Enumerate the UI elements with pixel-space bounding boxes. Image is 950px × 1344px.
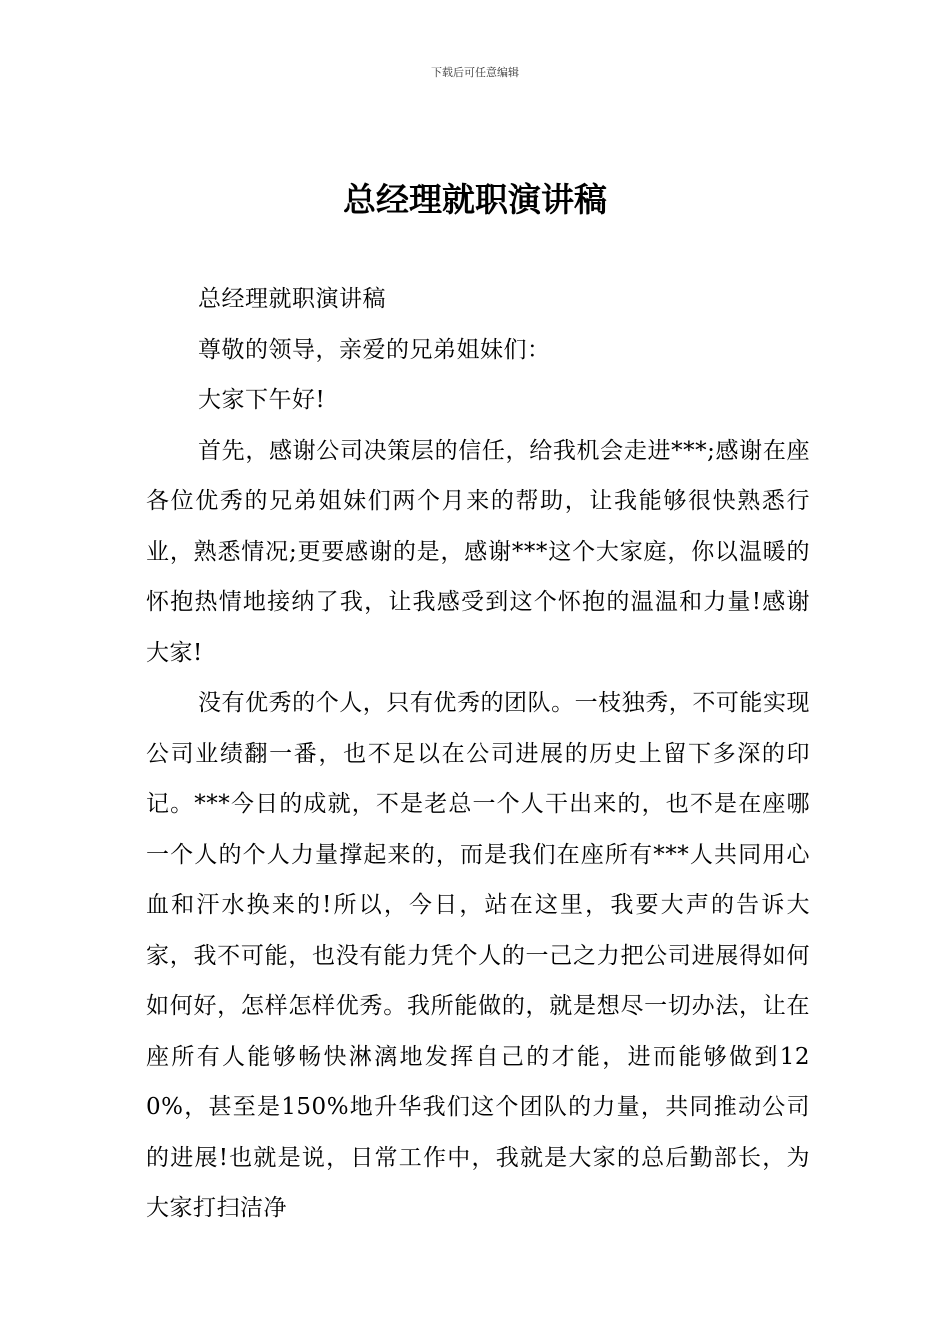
page-header-note: 下载后可任意编辑: [431, 66, 519, 79]
document-body: [146, 274, 810, 1234]
paragraph-team: 没有优秀的个人，只有优秀的团队。一枝独秀，不可能实现公司业绩翻一番，也不足以在公司进展的历史上留下多深的印记。***今日的成就，不是老总一个人干出来的，也不是在座哪一个人的个人力量撑起来的，而是我们在座所有***人共同用心血和汗水换来的!所以，今日，站在这里，我要大声的告诉大家，我不可能，也没有能力凭个人的一己之力把公司进展得如何如何好，怎样怎样优秀。我所能做的，就是想尽一切办法，让在座所有人能够畅快淋漓地发挥自己的才能，进而能够做到120%，甚至是150%地升华我们这个团队的力量，共同推动公司的进展!也就是说，日常工作中，我就是大家的总后勤部长，为大家打扫洁净: [146, 690, 810, 1221]
paragraph-salutation: 尊敬的领导，亲爱的兄弟姐妹们：: [198, 336, 551, 363]
document-title: 总经理就职演讲稿: [343, 180, 607, 219]
paragraph-greeting: 大家下午好!: [198, 387, 326, 413]
paragraph-heading: 总经理就职演讲稿: [198, 286, 386, 312]
paragraph-thanks: 首先，感谢公司决策层的信任，给我机会走进***;感谢在座各位优秀的兄弟姐妹们两个月来的帮助，让我能够很快熟悉行业，熟悉情况;更要感谢的是，感谢***这个大家庭，你以温暖的怀抱热情地接纳了我，让我感受到这个怀抱的温温和力量!感谢大家!: [146, 437, 810, 666]
